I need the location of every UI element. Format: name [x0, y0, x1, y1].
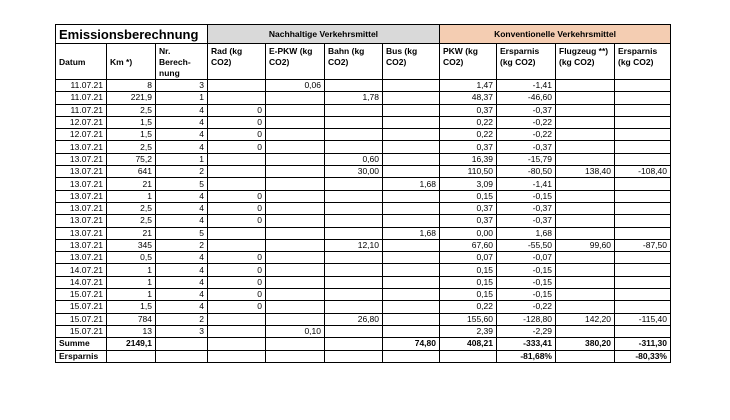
table-cell	[266, 215, 325, 227]
table-cell: 221,9	[107, 92, 156, 104]
table-cell: 0,37	[440, 141, 497, 153]
table-cell: 14.07.21	[56, 264, 107, 276]
table-cell	[325, 264, 383, 276]
table-cell	[266, 190, 325, 202]
table-cell	[556, 92, 615, 104]
table-cell	[556, 215, 615, 227]
table-cell	[208, 313, 266, 325]
table-cell: 4	[156, 116, 208, 128]
table-cell	[383, 301, 440, 313]
table-cell: 1	[107, 190, 156, 202]
table-cell: 4	[156, 190, 208, 202]
summe-cell: 2149,1	[107, 338, 156, 350]
table-cell	[208, 80, 266, 92]
table-cell	[325, 301, 383, 313]
table-cell: -0,37	[497, 202, 556, 214]
col-header-e-pkw: E-PKW (kg CO2)	[266, 44, 325, 80]
page-title: Emissionsberechnung	[56, 25, 208, 44]
table-cell: 11.07.21	[56, 80, 107, 92]
table-cell: 13	[107, 325, 156, 337]
table-cell	[383, 313, 440, 325]
table-cell	[325, 178, 383, 190]
table-cell: -87,50	[615, 239, 671, 251]
table-cell	[615, 276, 671, 288]
table-row	[56, 153, 671, 165]
table-cell: 2	[156, 166, 208, 178]
summe-cell	[208, 338, 266, 350]
table-cell: 5	[156, 178, 208, 190]
table-cell: 0	[208, 301, 266, 313]
table-row	[56, 166, 671, 178]
table-row	[56, 252, 671, 264]
table-cell	[383, 325, 440, 337]
table-cell: -0,22	[497, 129, 556, 141]
table-cell: -0,22	[497, 301, 556, 313]
table-cell: -0,15	[497, 264, 556, 276]
table-cell	[266, 129, 325, 141]
table-cell: 0,22	[440, 301, 497, 313]
table-cell: 1	[107, 264, 156, 276]
ersparnis-cell	[107, 350, 156, 362]
table-cell: 13.07.21	[56, 166, 107, 178]
table-cell: 0,37	[440, 215, 497, 227]
table-cell	[615, 129, 671, 141]
table-cell	[383, 276, 440, 288]
table-cell	[325, 104, 383, 116]
table-cell: 15.07.21	[56, 325, 107, 337]
table-cell: 21	[107, 227, 156, 239]
table-row	[56, 313, 671, 325]
table-cell	[556, 80, 615, 92]
col-header-flugzeug: Flugzeug **) (kg CO2)	[556, 44, 615, 80]
table-cell: -0,22	[497, 116, 556, 128]
table-cell	[266, 202, 325, 214]
table-row	[56, 301, 671, 313]
table-cell: 641	[107, 166, 156, 178]
table-cell: -0,37	[497, 215, 556, 227]
table-cell	[615, 202, 671, 214]
table-cell: 4	[156, 129, 208, 141]
table-cell	[208, 92, 266, 104]
table-cell	[383, 129, 440, 141]
table-cell: 1	[156, 153, 208, 165]
table-cell	[556, 104, 615, 116]
table-cell	[615, 141, 671, 153]
table-cell	[266, 141, 325, 153]
table-cell: 13.07.21	[56, 239, 107, 251]
table-cell	[266, 289, 325, 301]
table-cell	[208, 227, 266, 239]
table-cell	[266, 252, 325, 264]
table-cell: 110,50	[440, 166, 497, 178]
table-cell	[208, 178, 266, 190]
ersparnis-cell: -80,33%	[615, 350, 671, 362]
table-cell: 12,10	[325, 239, 383, 251]
table-cell	[266, 264, 325, 276]
table-cell: 13.07.21	[56, 252, 107, 264]
ersparnis-cell	[156, 350, 208, 362]
col-header-pkw: PKW (kg CO2)	[440, 44, 497, 80]
table-cell	[556, 190, 615, 202]
table-cell	[383, 92, 440, 104]
table-cell: -0,37	[497, 141, 556, 153]
table-cell: 0	[208, 252, 266, 264]
table-cell: 0,22	[440, 129, 497, 141]
summe-cell	[325, 338, 383, 350]
table-cell	[325, 276, 383, 288]
table-cell: 13.07.21	[56, 178, 107, 190]
table-cell	[208, 153, 266, 165]
table-cell	[556, 301, 615, 313]
table-cell: -1,41	[497, 178, 556, 190]
table-cell	[556, 116, 615, 128]
table-cell	[325, 116, 383, 128]
table-cell: 0	[208, 289, 266, 301]
table-cell: 4	[156, 289, 208, 301]
summe-cell: 74,80	[383, 338, 440, 350]
ersparnis-cell	[325, 350, 383, 362]
table-cell: 4	[156, 301, 208, 313]
table-cell: 0	[208, 276, 266, 288]
table-cell	[325, 215, 383, 227]
table-cell: 12.07.21	[56, 116, 107, 128]
table-cell: -0,37	[497, 104, 556, 116]
table-cell	[556, 141, 615, 153]
table-cell	[266, 92, 325, 104]
ersparnis-cell: Ersparnis	[56, 350, 107, 362]
table-cell: 14.07.21	[56, 276, 107, 288]
table-cell: -80,50	[497, 166, 556, 178]
table-cell: 11.07.21	[56, 104, 107, 116]
table-cell	[615, 325, 671, 337]
table-cell: 2,5	[107, 104, 156, 116]
table-cell	[325, 252, 383, 264]
summe-cell	[156, 338, 208, 350]
table-cell: 2,5	[107, 141, 156, 153]
table-cell	[208, 166, 266, 178]
table-cell: 345	[107, 239, 156, 251]
table-cell: -0,15	[497, 190, 556, 202]
table-row	[56, 264, 671, 276]
table-cell	[556, 202, 615, 214]
table-cell	[325, 129, 383, 141]
table-cell: -0,15	[497, 276, 556, 288]
table-cell	[383, 80, 440, 92]
table-cell	[383, 215, 440, 227]
table-cell: 30,00	[325, 166, 383, 178]
table-cell	[615, 104, 671, 116]
table-cell: 13.07.21	[56, 190, 107, 202]
table-cell	[556, 178, 615, 190]
summe-cell: 380,20	[556, 338, 615, 350]
table-cell: 4	[156, 276, 208, 288]
table-cell: -55,50	[497, 239, 556, 251]
table-row	[56, 92, 671, 104]
table-cell: -108,40	[615, 166, 671, 178]
table-row	[56, 116, 671, 128]
table-cell: -15,79	[497, 153, 556, 165]
table-cell	[266, 239, 325, 251]
table-cell	[266, 116, 325, 128]
summe-cell	[266, 338, 325, 350]
table-cell: 15.07.21	[56, 289, 107, 301]
table-cell: 0,06	[266, 80, 325, 92]
table-cell: 4	[156, 215, 208, 227]
col-header-datum: Datum	[56, 44, 107, 80]
table-cell	[615, 289, 671, 301]
table-cell: 13.07.21	[56, 227, 107, 239]
table-cell	[383, 289, 440, 301]
table-cell: 0	[208, 264, 266, 276]
table-cell: 1,47	[440, 80, 497, 92]
table-row	[56, 202, 671, 214]
table-cell	[615, 215, 671, 227]
table-cell	[556, 129, 615, 141]
table-cell: 4	[156, 202, 208, 214]
table-cell: 21	[107, 178, 156, 190]
table-cell: 4	[156, 252, 208, 264]
table-cell: 0,15	[440, 190, 497, 202]
table-row	[56, 289, 671, 301]
table-row	[56, 215, 671, 227]
table-cell: 0,37	[440, 104, 497, 116]
table-cell	[325, 141, 383, 153]
table-cell	[325, 190, 383, 202]
table-cell	[383, 153, 440, 165]
table-cell: 11.07.21	[56, 92, 107, 104]
table-cell: 1,5	[107, 129, 156, 141]
table-cell	[383, 166, 440, 178]
table-cell	[266, 276, 325, 288]
ersparnis-cell: -81,68%	[497, 350, 556, 362]
table-cell	[556, 276, 615, 288]
table-cell: 13.07.21	[56, 153, 107, 165]
table-cell	[615, 153, 671, 165]
table-cell: -0,07	[497, 252, 556, 264]
table-cell: 1,5	[107, 116, 156, 128]
ersparnis-cell	[266, 350, 325, 362]
table-cell	[556, 325, 615, 337]
table-cell	[615, 80, 671, 92]
table-row	[56, 227, 671, 239]
table-cell	[383, 252, 440, 264]
table-cell	[615, 178, 671, 190]
table-cell: 1	[107, 276, 156, 288]
table-cell	[383, 190, 440, 202]
table-cell	[615, 227, 671, 239]
table-cell: 3,09	[440, 178, 497, 190]
table-cell: 13.07.21	[56, 202, 107, 214]
group-header-sustainable: Nachhaltige Verkehrsmittel	[208, 25, 440, 44]
summe-cell: -333,41	[497, 338, 556, 350]
table-cell	[556, 289, 615, 301]
table-cell	[266, 313, 325, 325]
table-cell: 0,10	[266, 325, 325, 337]
ersparnis-cell	[208, 350, 266, 362]
table-cell: 0	[208, 190, 266, 202]
col-header-nr-berechnung: Nr. Berech-nung	[156, 44, 208, 80]
table-cell	[615, 116, 671, 128]
table-cell	[556, 252, 615, 264]
table-cell: 1	[107, 289, 156, 301]
table-cell: 12.07.21	[56, 129, 107, 141]
table-row	[56, 104, 671, 116]
table-cell	[615, 264, 671, 276]
ersparnis-cell	[556, 350, 615, 362]
table-cell: 67,60	[440, 239, 497, 251]
ersparnis-cell	[383, 350, 440, 362]
table-row	[56, 239, 671, 251]
table-cell: 1,68	[383, 178, 440, 190]
group-header-conventional: Konventionelle Verkehrsmittel	[440, 25, 671, 44]
col-header-bahn: Bahn (kg CO2)	[325, 44, 383, 80]
table-cell: 2,5	[107, 215, 156, 227]
table-row	[56, 141, 671, 153]
table-row	[56, 129, 671, 141]
ersparnis-cell	[440, 350, 497, 362]
table-cell: 5	[156, 227, 208, 239]
table-cell: 16,39	[440, 153, 497, 165]
table-cell: 4	[156, 264, 208, 276]
table-row	[56, 80, 671, 92]
table-cell	[383, 104, 440, 116]
table-cell: 0	[208, 129, 266, 141]
table-cell	[383, 202, 440, 214]
col-header-km: Km *)	[107, 44, 156, 80]
table-cell: 0,60	[325, 153, 383, 165]
table-cell	[615, 190, 671, 202]
table-cell: 0	[208, 116, 266, 128]
table-cell: 0,07	[440, 252, 497, 264]
table-cell: 15.07.21	[56, 301, 107, 313]
table-row	[56, 276, 671, 288]
table-cell	[266, 153, 325, 165]
table-cell	[325, 325, 383, 337]
col-header-ersparnis-2: Ersparnis (kg CO2)	[615, 44, 671, 80]
table-cell: 0	[208, 215, 266, 227]
table-cell: 1,78	[325, 92, 383, 104]
table-row	[56, 178, 671, 190]
table-cell: 0	[208, 141, 266, 153]
table-cell	[325, 227, 383, 239]
table-cell	[615, 252, 671, 264]
table-cell	[383, 264, 440, 276]
table-cell: 2,5	[107, 202, 156, 214]
table-cell: 1,68	[497, 227, 556, 239]
table-cell	[615, 301, 671, 313]
table-cell: 155,60	[440, 313, 497, 325]
table-row	[56, 190, 671, 202]
col-header-bus: Bus (kg CO2)	[383, 44, 440, 80]
table-cell	[615, 92, 671, 104]
summe-row	[56, 338, 671, 350]
table-cell	[556, 227, 615, 239]
table-cell: 4	[156, 141, 208, 153]
table-cell: -128,80	[497, 313, 556, 325]
table-cell	[383, 239, 440, 251]
table-cell	[266, 227, 325, 239]
table-cell: 0,22	[440, 116, 497, 128]
table-row	[56, 325, 671, 337]
table-cell: -1,41	[497, 80, 556, 92]
table-cell	[208, 239, 266, 251]
table-cell: 99,60	[556, 239, 615, 251]
table-cell	[383, 116, 440, 128]
table-cell: -0,15	[497, 289, 556, 301]
ersparnis-row	[56, 350, 671, 362]
table-cell: -115,40	[615, 313, 671, 325]
table-cell: 13.07.21	[56, 141, 107, 153]
table-cell	[266, 301, 325, 313]
table-cell: 26,80	[325, 313, 383, 325]
summe-cell: -311,30	[615, 338, 671, 350]
summe-cell: 408,21	[440, 338, 497, 350]
table-cell: 784	[107, 313, 156, 325]
table-cell	[208, 325, 266, 337]
table-cell: 138,40	[556, 166, 615, 178]
table-cell	[266, 166, 325, 178]
table-cell	[556, 153, 615, 165]
table-cell: 3	[156, 80, 208, 92]
table-cell: 2	[156, 239, 208, 251]
col-header-rad: Rad (kg CO2)	[208, 44, 266, 80]
table-cell: 0,37	[440, 202, 497, 214]
summe-cell: Summe	[56, 338, 107, 350]
table-cell	[325, 202, 383, 214]
table-cell: 13.07.21	[56, 215, 107, 227]
table-cell: 0,15	[440, 276, 497, 288]
table-cell	[266, 178, 325, 190]
table-cell: 1,5	[107, 301, 156, 313]
table-cell	[325, 289, 383, 301]
table-cell: 0,15	[440, 289, 497, 301]
table-cell	[383, 141, 440, 153]
table-cell	[266, 104, 325, 116]
table-cell: 142,20	[556, 313, 615, 325]
table-cell: 0	[208, 104, 266, 116]
table-cell: 1	[156, 92, 208, 104]
table-cell: 8	[107, 80, 156, 92]
table-cell: 3	[156, 325, 208, 337]
emission-table	[55, 24, 671, 363]
table-cell: 75,2	[107, 153, 156, 165]
table-cell: 48,37	[440, 92, 497, 104]
table-cell: 0,15	[440, 264, 497, 276]
col-header-ersparnis: Ersparnis (kg CO2)	[497, 44, 556, 80]
table-cell: 1,68	[383, 227, 440, 239]
table-cell: 0,5	[107, 252, 156, 264]
table-cell: -46,60	[497, 92, 556, 104]
table-cell: 0,00	[440, 227, 497, 239]
table-cell	[325, 80, 383, 92]
table-cell: -2,29	[497, 325, 556, 337]
table-cell: 2,39	[440, 325, 497, 337]
table-cell: 0	[208, 202, 266, 214]
table-cell: 2	[156, 313, 208, 325]
table-cell: 4	[156, 104, 208, 116]
table-cell: 15.07.21	[56, 313, 107, 325]
table-cell	[556, 264, 615, 276]
